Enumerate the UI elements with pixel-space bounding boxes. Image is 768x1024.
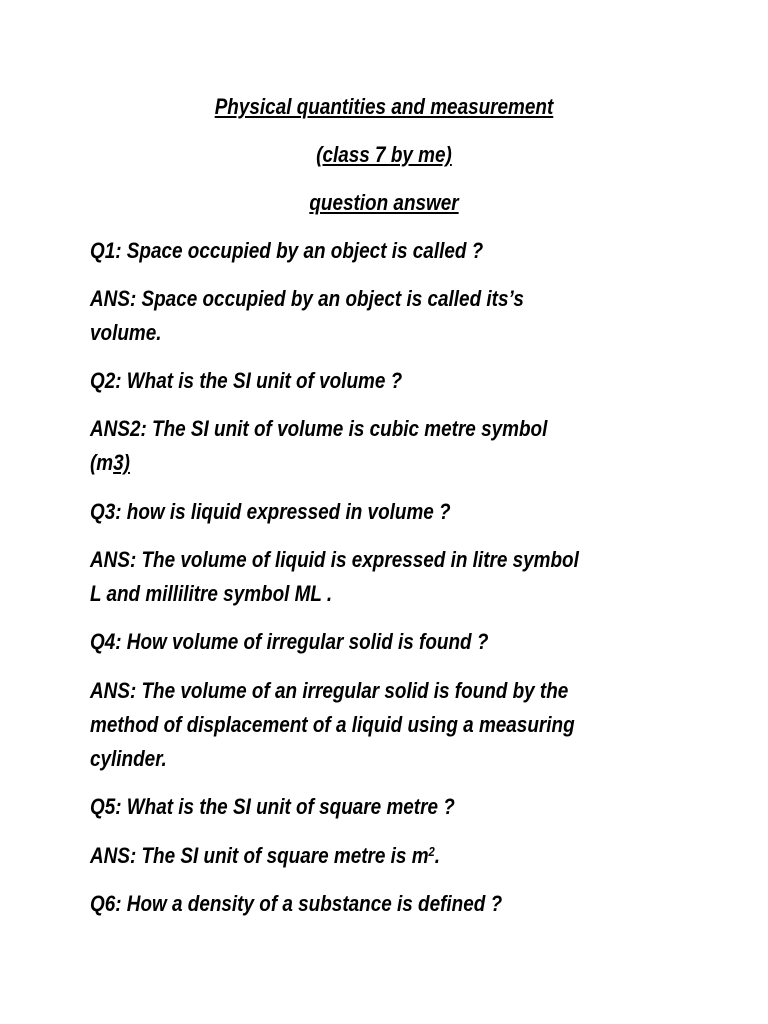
question-3: Q3: how is liquid expressed in volume ? (90, 499, 451, 524)
document-subtitle: (class 7 by me) (316, 142, 452, 167)
answer-5-text: ANS: The SI unit of square metre is m (90, 843, 429, 868)
answer-2-line-1: ANS2: The SI unit of volume is cubic metre symbol (90, 416, 548, 441)
answer-5-period: . (434, 843, 441, 868)
document-section-heading: question answer (309, 190, 459, 215)
answer-1-line-2: volume. (90, 320, 162, 345)
answer-1-line-1: ANS: Space occupied by an object is called its’s (90, 286, 524, 311)
question-2: Q2: What is the SI unit of volume ? (90, 368, 403, 393)
answer-5-superscript: 2 (428, 843, 435, 859)
question-4: Q4: How volume of irregular solid is found ? (90, 629, 489, 654)
question-5: Q5: What is the SI unit of square metre ? (90, 794, 455, 819)
answer-5 (90, 839, 440, 873)
answer-4-line-1: ANS: The volume of an irregular solid is found by the (90, 678, 569, 703)
question-1: Q1: Space occupied by an object is called ? (90, 238, 484, 263)
answer-3-line-1: ANS: The volume of liquid is expressed in litre symbol (90, 547, 579, 572)
document-title: Physical quantities and measurement (214, 94, 554, 119)
answer-4-line-3: cylinder. (90, 746, 167, 771)
answer-2-line-2 (90, 446, 130, 480)
answer-2-symbol-prefix: (m (90, 450, 114, 475)
answer-4-line-2: method of displacement of a liquid using a measuring (90, 712, 575, 737)
answer-3-line-2: L and millilitre symbol ML . (90, 581, 333, 606)
question-6: Q6: How a density of a substance is defined ? (90, 891, 503, 916)
answer-2-symbol-underlined: 3) (113, 450, 130, 475)
